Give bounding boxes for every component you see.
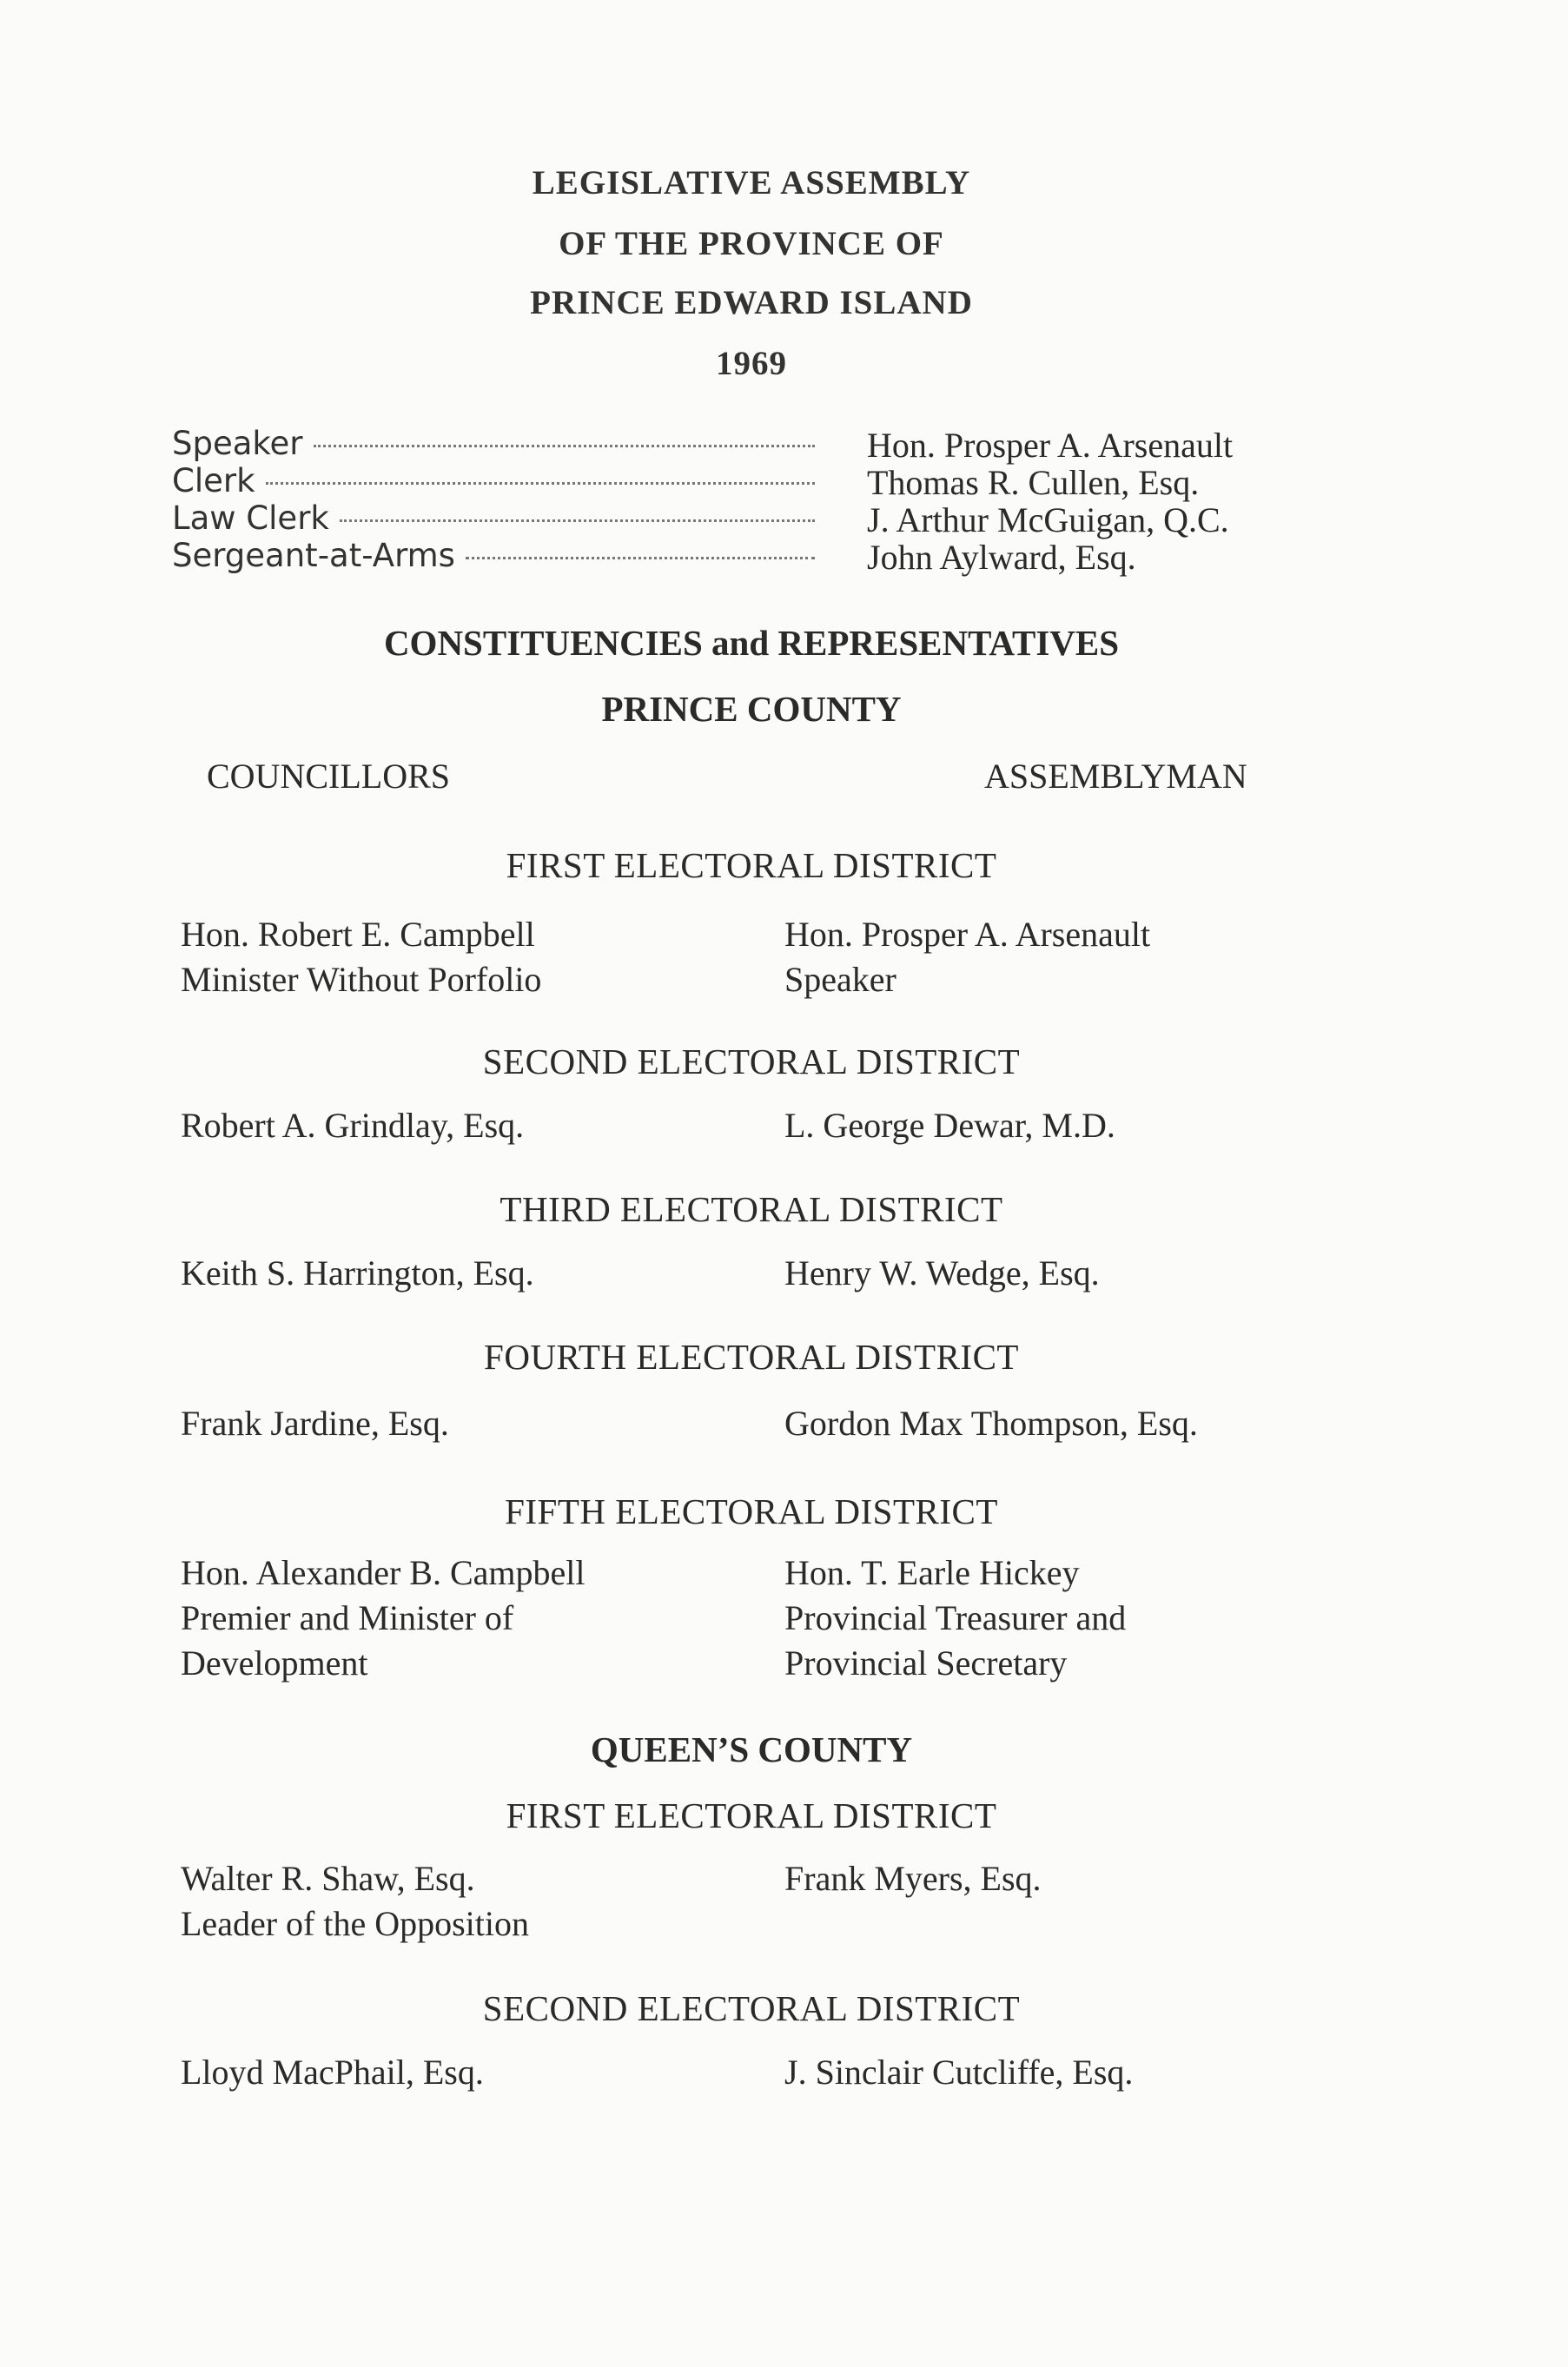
district-heading: FOURTH ELECTORAL DISTRICT <box>484 1337 1019 1377</box>
district-heading: SECOND ELECTORAL DISTRICT <box>482 1988 1021 2028</box>
province-name: PRINCE EDWARD ISLAND <box>530 284 973 321</box>
officer-row <box>172 499 1336 538</box>
year: 1969 <box>716 345 787 382</box>
councillor-title: Development <box>181 1643 368 1683</box>
leader-dots <box>314 445 816 447</box>
assemblyman-name: J. Sinclair Cutcliffe, Esq. <box>784 2053 1134 2092</box>
assemblyman-entry <box>784 1103 1115 1148</box>
assemblyman-entry <box>784 912 1150 1002</box>
councillor-name: Robert A. Grindlay, Esq. <box>181 1106 525 1145</box>
assemblyman-entry <box>784 1401 1198 1446</box>
assembly-title: LEGISLATIVE ASSEMBLY <box>532 164 971 202</box>
assemblyman-name: Frank Myers, Esq. <box>784 1859 1042 1898</box>
assembly-subtitle: OF THE PROVINCE OF <box>559 225 944 262</box>
section-heading: CONSTITUENCIES and REPRESENTATIVES <box>383 623 1120 663</box>
councillor-name: Lloyd MacPhail, Esq. <box>181 2053 484 2092</box>
assemblyman-name: Henry W. Wedge, Esq. <box>784 1253 1100 1293</box>
district-heading: FIRST ELECTORAL DISTRICT <box>506 845 997 885</box>
assemblyman-entry <box>784 1550 1126 1686</box>
officer-name: J. Arthur McGuigan, Q.C. <box>867 500 1229 539</box>
officer-role: Law Clerk <box>172 499 329 537</box>
officer-role: Sergeant-at-Arms <box>172 537 455 574</box>
district-heading: SECOND ELECTORAL DISTRICT <box>482 1041 1021 1081</box>
councillor-entry <box>181 2050 484 2095</box>
leader-dots <box>266 482 815 485</box>
councillor-name: Hon. Alexander B. Campbell <box>181 1553 586 1592</box>
councillor-entry <box>181 1856 529 1947</box>
councillor-entry <box>181 1401 449 1446</box>
officer-row <box>172 462 1336 500</box>
queens-county-heading: QUEEN’S COUNTY <box>590 1729 913 1769</box>
district-heading: FIRST ELECTORAL DISTRICT <box>506 1795 997 1835</box>
councillor-name: Walter R. Shaw, Esq. <box>181 1859 475 1898</box>
prince-county-heading: PRINCE COUNTY <box>601 689 902 729</box>
assemblyman-entry <box>784 1856 1042 1901</box>
councillor-title: Minister Without Porfolio <box>181 960 542 999</box>
assemblyman-column-header: ASSEMBLYMAN <box>984 757 1247 796</box>
councillor-title: Premier and Minister of <box>181 1598 514 1637</box>
councillor-entry <box>181 1251 534 1296</box>
district-heading: THIRD ELECTORAL DISTRICT <box>500 1189 1003 1229</box>
officer-role: Clerk <box>172 462 255 499</box>
leader-dots <box>340 519 815 522</box>
assemblyman-name: Hon. Prosper A. Arsenault <box>784 915 1151 954</box>
councillors-column-header: COUNCILLORS <box>207 757 451 796</box>
officer-row <box>172 537 1336 575</box>
councillor-entry <box>181 1103 524 1148</box>
councillor-title: Leader of the Opposition <box>181 1904 529 1943</box>
officer-role: Speaker <box>172 425 303 462</box>
assemblyman-title: Provincial Treasurer and <box>784 1598 1127 1637</box>
councillor-entry <box>181 912 541 1002</box>
officer-name: John Aylward, Esq. <box>867 538 1136 577</box>
assemblyman-title: Provincial Secretary <box>784 1643 1068 1683</box>
assemblyman-entry <box>784 2050 1133 2095</box>
assemblyman-title: Speaker <box>784 960 896 999</box>
assemblyman-name: L. George Dewar, M.D. <box>784 1106 1115 1145</box>
assemblyman-name: Hon. T. Earle Hickey <box>784 1553 1080 1592</box>
district-heading: FIFTH ELECTORAL DISTRICT <box>505 1491 998 1531</box>
officer-row <box>172 425 1336 463</box>
councillor-name: Frank Jardine, Esq. <box>181 1404 449 1443</box>
councillor-name: Hon. Robert E. Campbell <box>181 915 535 954</box>
councillor-entry <box>181 1550 585 1686</box>
assemblyman-name: Gordon Max Thompson, Esq. <box>784 1404 1198 1443</box>
councillor-name: Keith S. Harrington, Esq. <box>181 1253 534 1293</box>
leader-dots <box>466 557 815 559</box>
officer-name: Thomas R. Cullen, Esq. <box>867 463 1200 502</box>
assemblyman-entry <box>784 1251 1100 1296</box>
officer-name: Hon. Prosper A. Arsenault <box>867 426 1234 465</box>
